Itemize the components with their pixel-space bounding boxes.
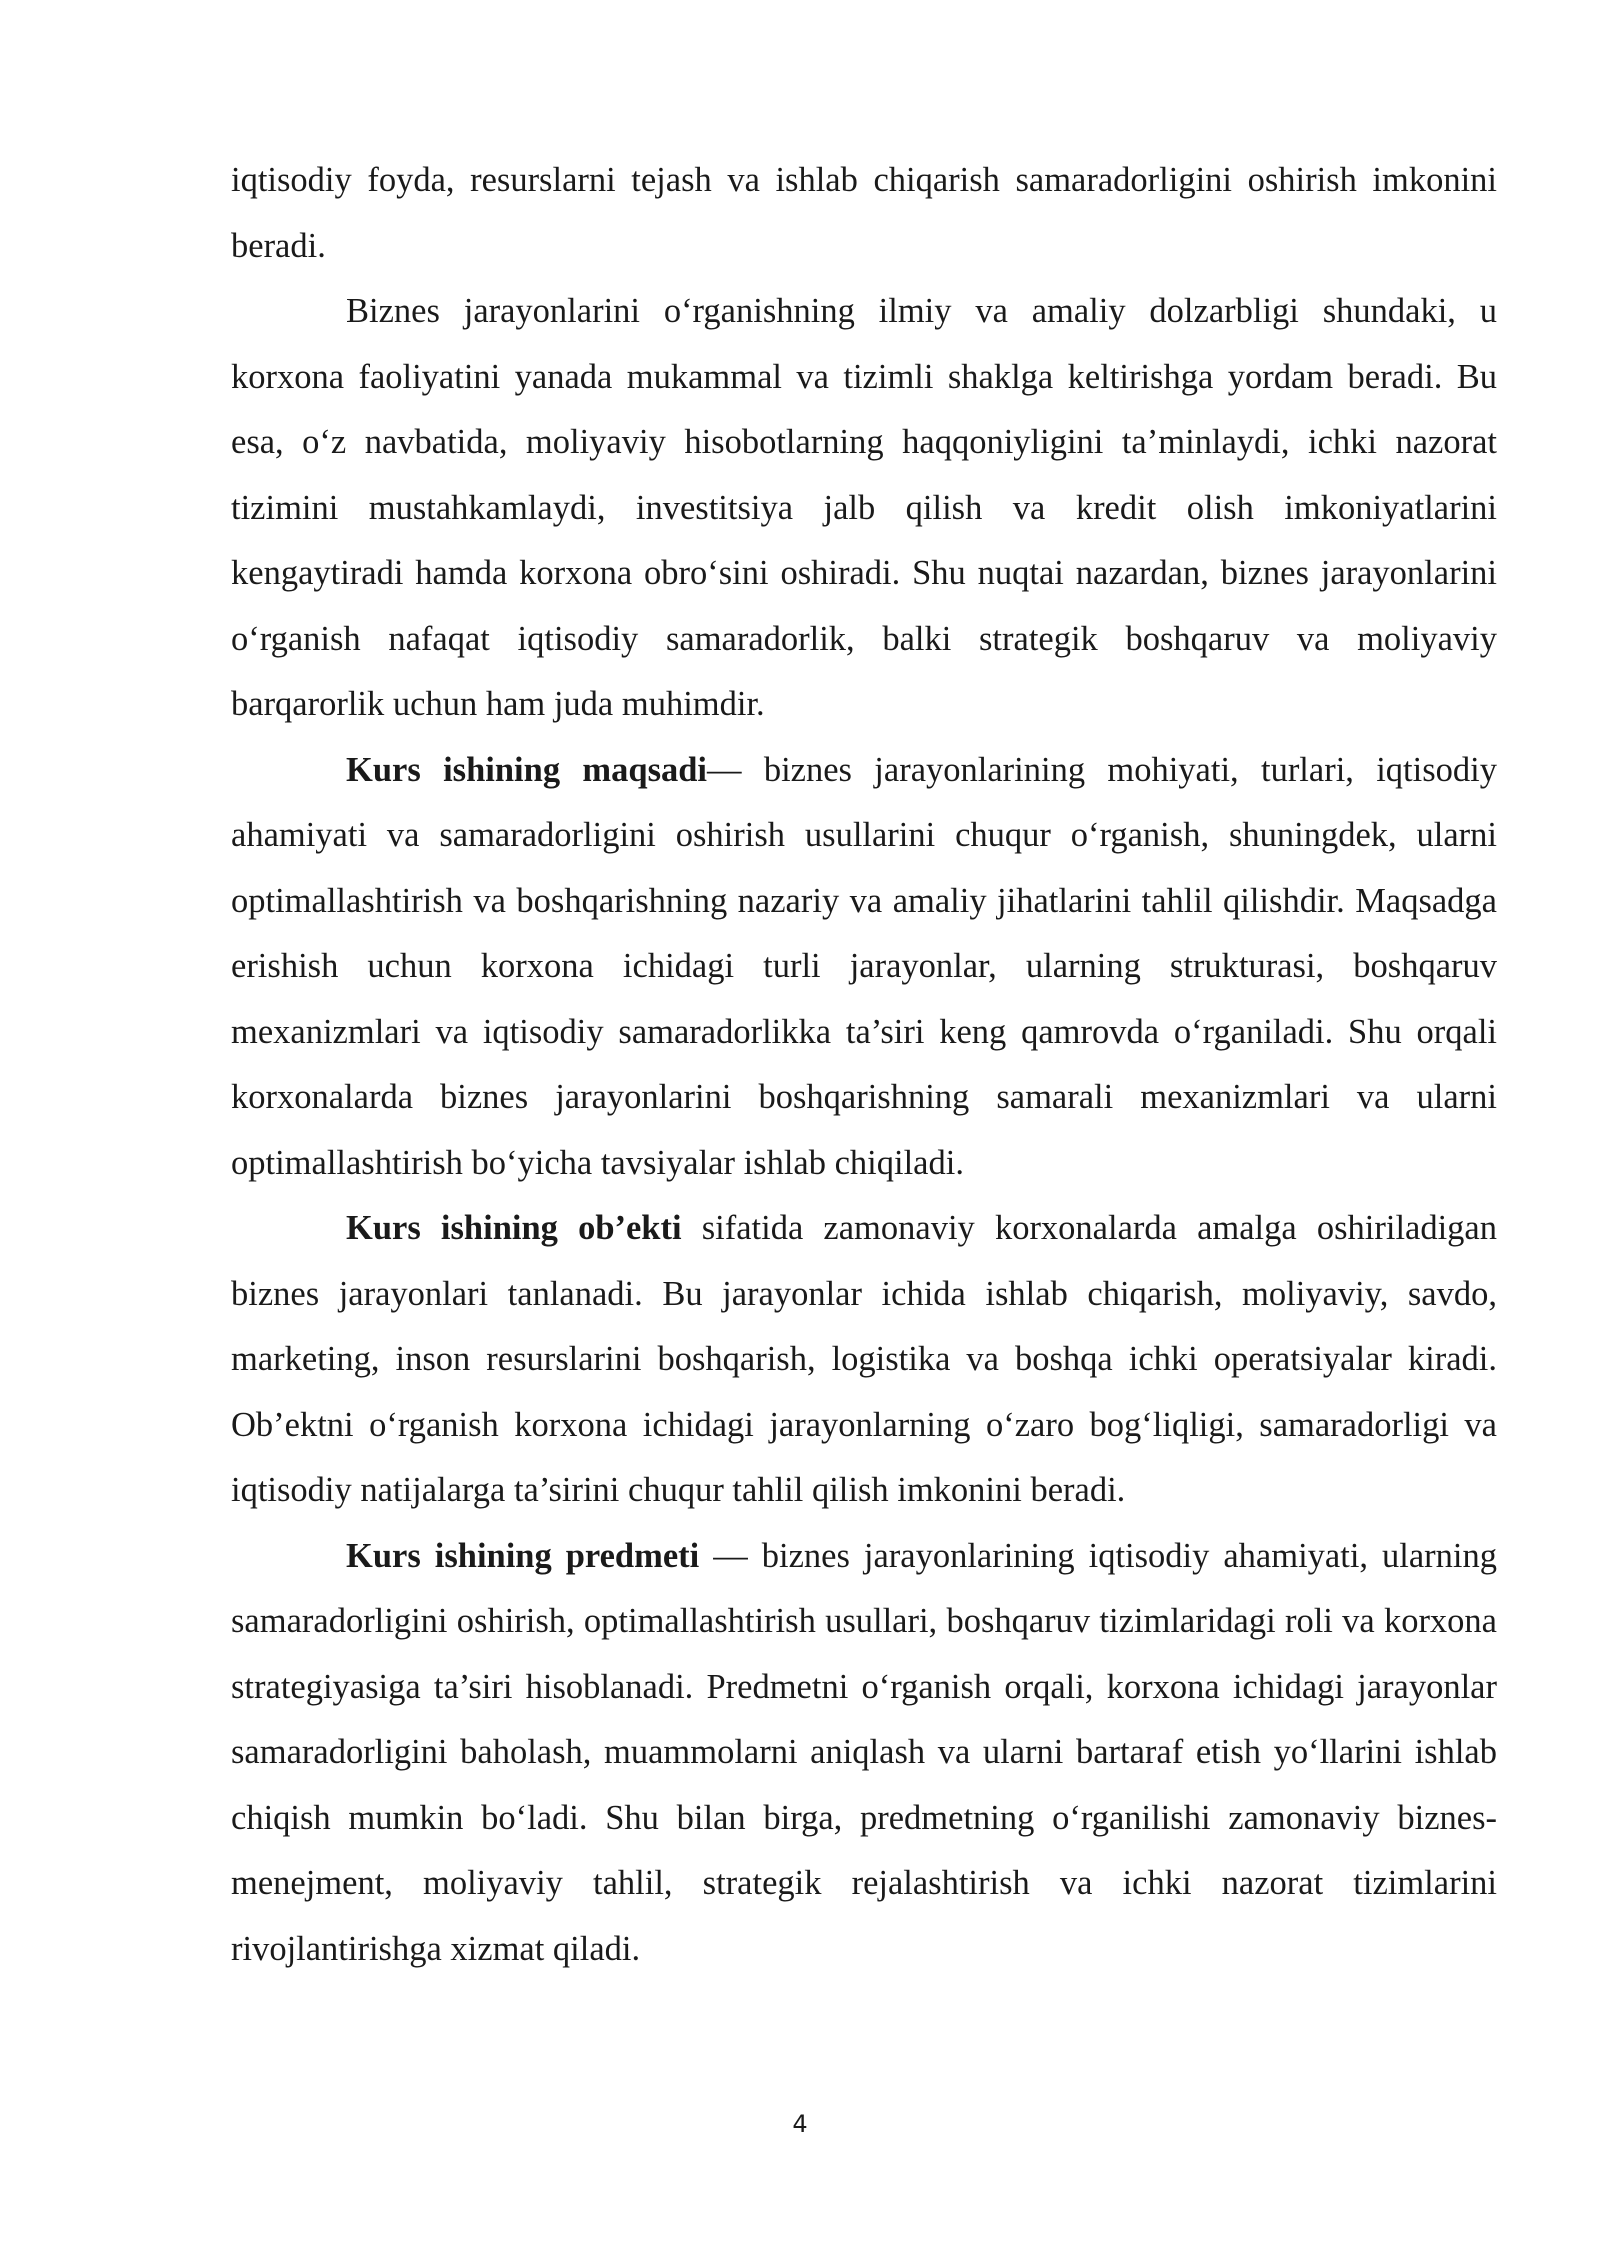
paragraph-text: — biznes jarayonlarining mohiyati, turlari, iqtisodiy ahamiyati va samaradorligini oshirish usullarini chuqur o‘rganish, shuningdek, ularni optimallashtirish va boshqarishning nazariy va amaliy jihatlarini tahlil qilishdir. Maqsadga erishish uchun korxona ichidagi turli jarayonlar, ularning strukturasi, boshqaruv mexanizmlari va iqtisodiy samaradorlikka ta’siri keng qamrovda o‘rganiladi. Shu orqali korxonalarda biznes jarayonlarini boshqarishning samarali mexanizmlari va ularni optimallashtirish bo‘yicha tavsiyalar ishlab chiqiladi. [231,750,1497,1182]
paragraph-subject [231,1524,1497,1983]
paragraph-heading: Kurs ishining ob’ekti [346,1209,682,1247]
paragraph-heading: Kurs ishining maqsadi [346,750,708,789]
paragraph-text: iqtisodiy foyda, resurslarni tejash va ishlab chiqarish samaradorligini oshirish imkonini beradi. [231,161,1497,265]
document-page [231,148,1497,1982]
paragraph-heading: Kurs ishining predmeti [346,1536,700,1575]
paragraph-continuation [231,148,1497,279]
paragraph-text: sifatida zamonaviy korxonalarda amalga oshiriladigan biznes jarayonlari tanlanadi. Bu jarayonlar ichida ishlab chiqarish, moliyaviy, savdo, marketing, inson resurslarini boshqarish, logistika va boshqa ichki operatsiyalar kiradi. Ob’ektni o‘rganish korxona ichidagi jarayonlarning o‘zaro bog‘liqligi, samaradorligi va iqtisodiy natijalarga ta’sirini chuqur tahlil qilish imkonini beradi. [231,1209,1497,1509]
paragraph-text: — biznes jarayonlarining iqtisodiy ahamiyati, ularning samaradorligini oshirish, optimallashtirish usullari, boshqaruv tizimlaridagi roli va korxona strategiyasiga ta’siri hisoblanadi. Predmetni o‘rganish orqali, korxona ichidagi jarayonlar samaradorligini baholash, muammolarni aniqlash va ularni bartaraf etish yo‘llarini ishlab chiqish mumkin bo‘ladi. Shu bilan birga, predmetning o‘rganilishi zamonaviy biznes-menejment, moliyaviy tahlil, strategik rejalashtirish va ichki nazorat tizimlarini rivojlantirishga xizmat qiladi. [231,1536,1497,1968]
paragraph-goal [231,738,1497,1197]
paragraph-text: Biznes jarayonlarini o‘rganishning ilmiy va amaliy dolzarbligi shundaki, u korxona faoliyatini yanada mukammal va tizimli shaklga keltirishga yordam beradi. Bu esa, o‘z navbatida, moliyaviy hisobotlarning haqqoniyligini ta’minlaydi, ichki nazorat tizimini mustahkamlaydi, investitsiya jalb qilish va kredit olish imkoniyatlarini kengaytiradi hamda korxona obro‘sini oshiradi. Shu nuqtai nazardan, biznes jarayonlarini o‘rganish nafaqat iqtisodiy samaradorlik, balki strategik boshqaruv va moliyaviy barqarorlik uchun ham juda muhimdir. [231,292,1497,723]
paragraph-object [231,1196,1497,1524]
page-number: 4 [792,2110,808,2138]
paragraph-relevance [231,279,1497,738]
